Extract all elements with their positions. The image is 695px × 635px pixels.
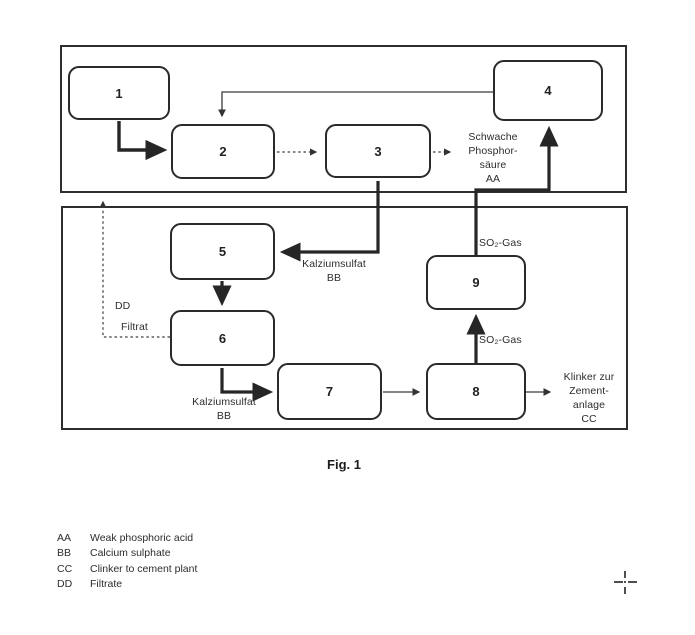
process-box-7 [277, 363, 382, 420]
box-number: 7 [325, 384, 334, 399]
so2-gas-bottom-label: SO₂-Gas [479, 334, 522, 346]
box-number: 4 [544, 83, 552, 98]
legend-row [57, 577, 197, 593]
figure-caption: Fig. 1 [327, 457, 361, 472]
process-box-4 [493, 60, 603, 121]
legend-code: DD [57, 578, 73, 591]
process-box-3 [325, 124, 431, 178]
process-box-9 [426, 255, 526, 310]
box-number: 3 [374, 143, 382, 159]
calcium-sulphate-lower-label: Kalziumsulfat BB [192, 396, 256, 422]
box-number: 1 [115, 85, 123, 101]
legend-text: Weak phosphoric acid [90, 531, 194, 544]
clinker-label: Klinker zur Zement- anlage CC [563, 371, 615, 425]
legend-row [57, 530, 197, 546]
process-box-6 [170, 310, 275, 366]
box-number: 9 [472, 275, 480, 290]
legend-code: AA [57, 531, 72, 544]
box-number: 8 [472, 384, 480, 399]
legend-code: CC [57, 562, 73, 575]
process-box-2 [171, 124, 275, 179]
legend-text: Calcium sulphate [90, 547, 171, 560]
filtrate-label: DD Filtrat [115, 300, 148, 333]
legend-row [57, 561, 197, 577]
calcium-sulphate-upper-label: Kalziumsulfat BB [302, 258, 366, 284]
box-number: 2 [219, 144, 227, 159]
weak-phosphoric-acid-label: Schwache Phosphor- säure AA [468, 131, 518, 185]
legend-row [57, 546, 197, 562]
box-number: 5 [218, 244, 227, 259]
legend-code: BB [57, 547, 72, 560]
process-box-8 [426, 363, 526, 420]
legend [57, 530, 197, 592]
legend-text: Clinker to cement plant [90, 562, 198, 575]
box-number: 6 [218, 330, 227, 346]
registration-mark [614, 571, 637, 594]
so2-gas-top-label: SO₂-Gas [479, 237, 522, 249]
legend-text: Filtrate [90, 578, 123, 591]
process-box-1 [68, 66, 170, 120]
process-box-5 [170, 223, 275, 280]
